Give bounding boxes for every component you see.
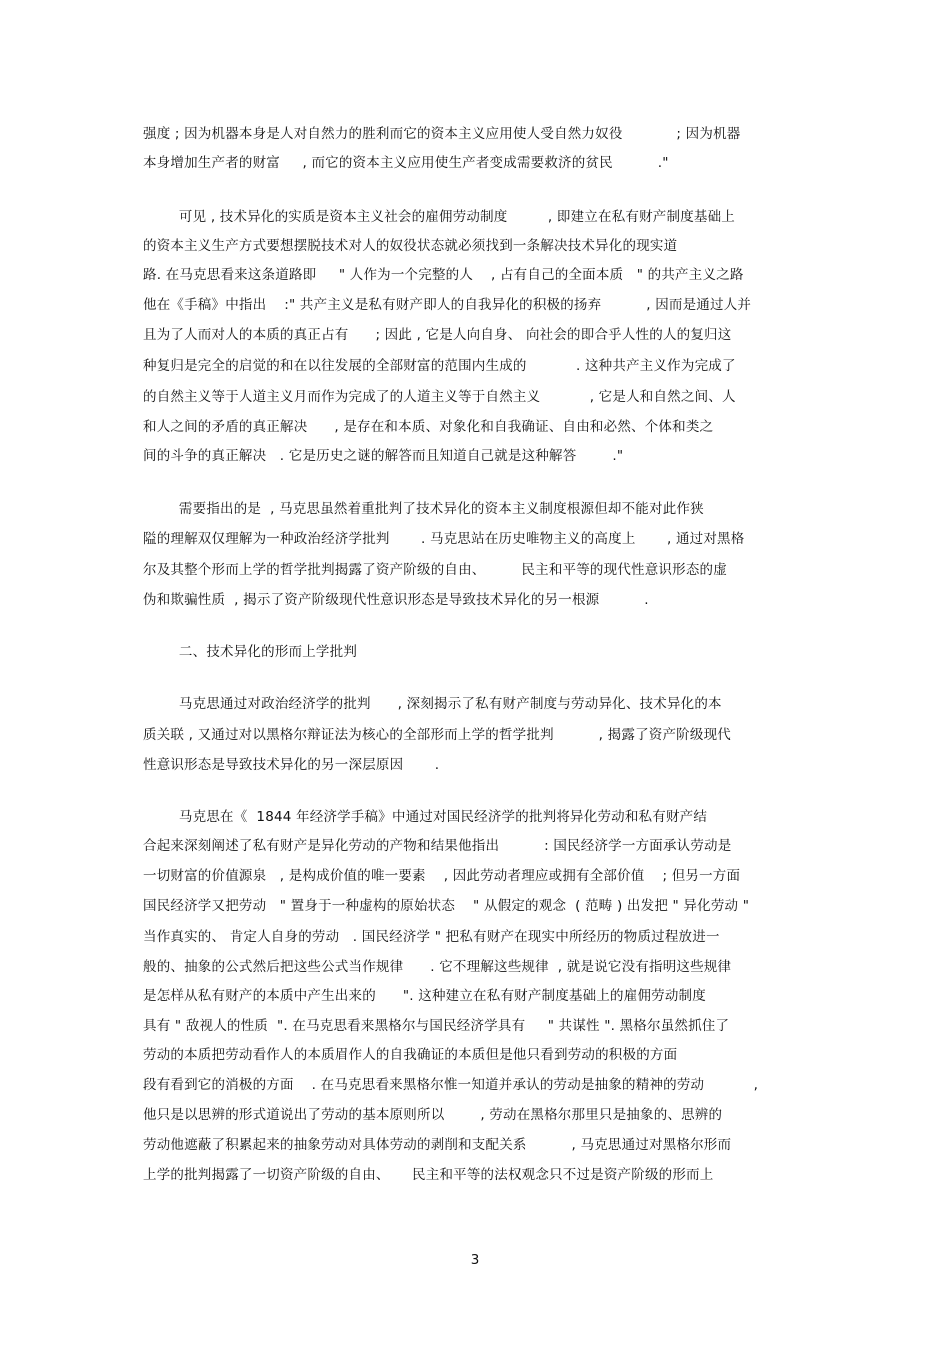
page-number: 3 [470, 1252, 480, 1268]
section-heading: 二、技术异化的形而上学批判 [143, 644, 358, 660]
text-line: 的资本主义生产方式要想摆脱技术对人的奴役状态就必须找到一条解决技术异化的现实道 [143, 238, 678, 254]
text-line: 强度 ; 因为机器本身是人对自然力的胜利而它的资本主义应用使人受自然力奴役 ; 因为机器 [143, 126, 741, 142]
text-line: 伪和欺骗性质 , 揭示了资产阶级现代性意识形态是导致技术异化的另一根源 . [143, 592, 649, 608]
text-line: 合起来深刻阐述了私有财产是异化劳动的产物和结果他指出 : 国民经济学一方面承认劳动是 [143, 838, 732, 854]
text-line: 种复归是完全的启觉的和在以往发展的全部财富的范围内生成的 . 这种共产主义作为完成了 [143, 358, 736, 374]
text-line: 一切财富的价值源泉 , 是构成价值的唯一要素 , 因此劳动者理应或拥有全部价值 ; 但另一方面 [143, 868, 741, 884]
text-line: 可见 , 技术异化的实质是资本主义社会的雇佣劳动制度 , 即建立在私有财产制度基础上 [143, 209, 736, 225]
text-line: 尔及其整个形而上学的哲学批判揭露了资产阶级的自由、 民主和平等的现代性意识形态的虚 [143, 562, 727, 578]
text-line: 般的、抽象的公式然后把这些公式当作规律 . 它不理解这些规律 , 就是说它没有指明这些规律 [143, 959, 732, 975]
text-line: 间的斗争的真正解决 . 它是历史之谜的解答而且知道自己就是这种解答 ." [143, 448, 624, 464]
text-line: 本身增加生产者的财富 , 而它的资本主义应用使生产者变成需要救济的贫民 ." [143, 155, 669, 171]
text-line: 具有 " 敌视人的性质 ". 在马克思看来黑格尔与国民经济学具有 " 共谋性 ". 黑格尔虽然抓住了 [143, 1018, 730, 1034]
text-line: 马克思通过对政治经济学的批判 , 深刻揭示了私有财产制度与劳动异化、技术异化的本 [143, 696, 722, 712]
text-line: 劳动他遮蔽了积累起来的抽象劳动对具体劳动的剥削和支配关系 , 马克思通过对黑格尔形而 [143, 1137, 732, 1153]
text-line: 他只是以思辨的形式道说出了劳动的基本原则所以 , 劳动在黑格尔那里只是抽象的、思辨的 [143, 1107, 723, 1123]
text-line: 且为了人而对人的本质的真正占有 ; 因此 , 它是人向自身、 向社会的即合乎人性的人的复归这 [143, 327, 732, 343]
text-line: 质关联 , 又通过对以黑格尔辩证法为核心的全部形而上学的哲学批判 , 揭露了资产阶级现代 [143, 727, 731, 743]
text-line: 和人之间的矛盾的真正解决 , 是存在和本质、对象化和自我确证、自由和必然、个体和类之 [143, 419, 714, 435]
text-line: 的自然主义等于人道主义月而作为完成了的人道主义等于自然主义 , 它是人和自然之间、人 [143, 389, 736, 405]
text-line: 是怎样从私有财产的本质中产生出来的 ". 这种建立在私有财产制度基础上的雇佣劳动制度 [143, 988, 706, 1004]
text-line: 路. 在马克思看来这条道路即 " 人作为一个完整的人 , 占有自己的全面本质 " 的共产主义之路 [143, 267, 744, 283]
text-line: 他在《手稿》中指出 :" 共产主义是私有财产即人的自我异化的积极的扬弃 , 因而是通过人并 [143, 297, 752, 313]
text-line: 当作真实的、 肯定人自身的劳动 . 国民经济学 " 把私有财产在现实中所经历的物质过程放进一 [143, 929, 720, 945]
text-line: 国民经济学又把劳动 " 置身于一种虚构的原始状态 " 从假定的观念 ( 范畴 ) 出发把 " 异化劳动 " [143, 898, 750, 914]
text-line: 上学的批判揭露了一切资产阶级的自由、 民主和平等的法权观念只不过是资产阶级的形而上 [143, 1167, 714, 1183]
text-line: 劳动的本质把劳动看作人的本质眉作人的自我确证的本质但是他只看到劳动的积极的方面 [143, 1047, 678, 1063]
text-line: 性意识形态是导致技术异化的另一深层原因 . [143, 757, 440, 773]
text-line: 马克思在《 1844 年经济学手稿》中通过对国民经济学的批判将异化劳动和私有财产结 [143, 809, 708, 825]
text-line: 段有看到它的消极的方面 . 在马克思看来黑格尔惟一知道并承认的劳动是抽象的精神的劳动 , [143, 1077, 759, 1093]
text-line: 需要指出的是 , 马克思虽然着重批判了技术异化的资本主义制度根源但却不能对此作狭 [143, 501, 704, 517]
text-line: 隘的理解双仅理解为一种政治经济学批判 . 马克思站在历史唯物主义的高度上 , 通过对黑格 [143, 531, 745, 547]
